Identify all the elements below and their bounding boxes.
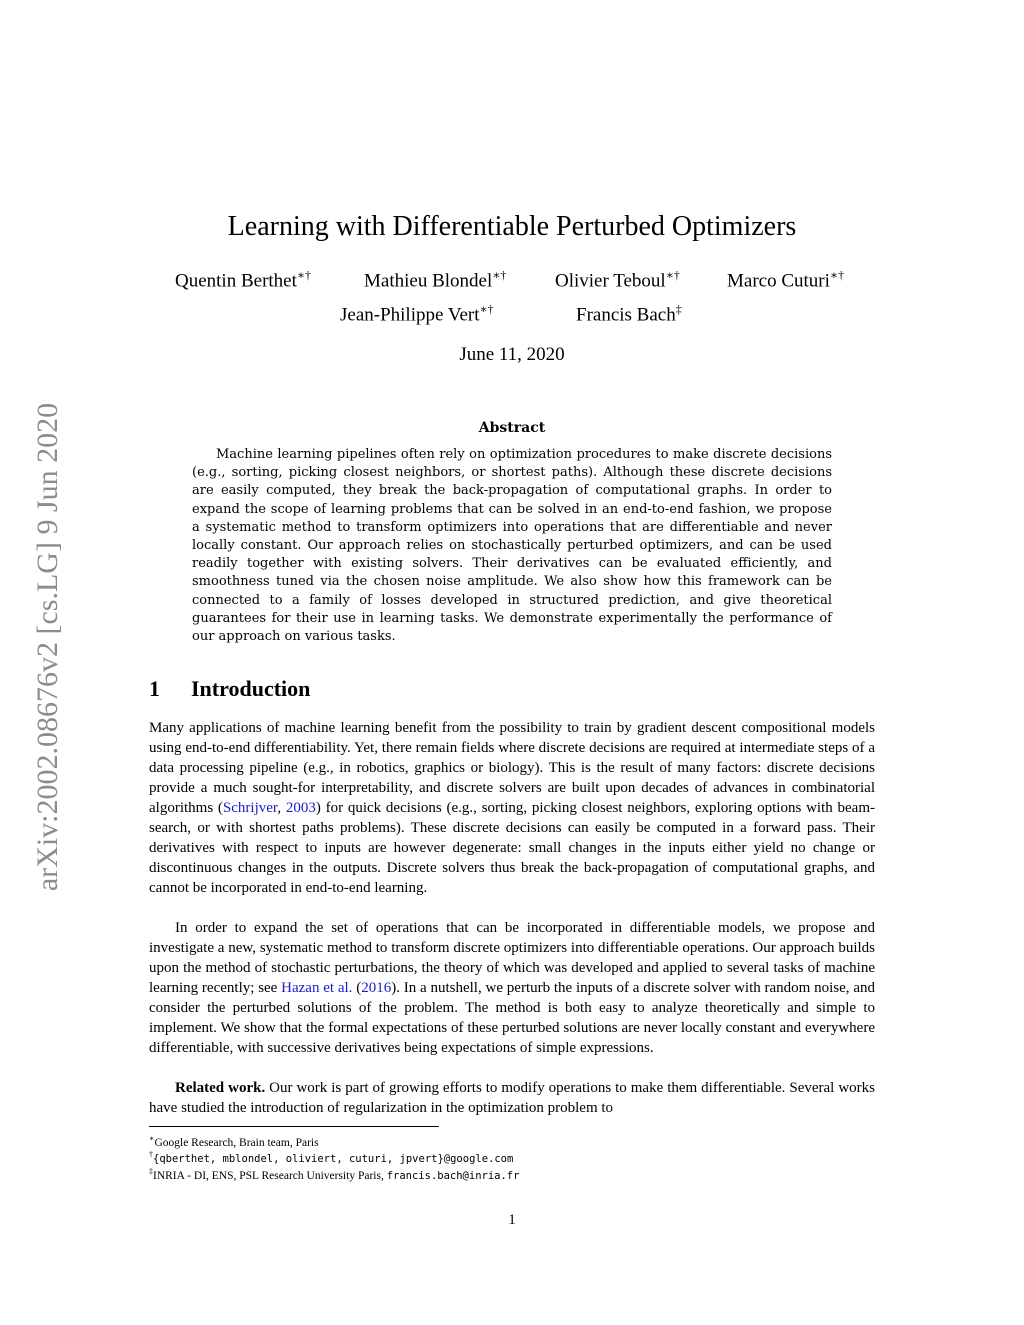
citation-schrijver[interactable]: Schrijver [222, 800, 278, 816]
intro-paragraph-2: In order to expand the set of operations that can be incorporated in differentiable models, we propose and investigate a new, systematic method to transform discrete optimizers into differentiable operations. Our approach builds upon the method of stochastic perturbations, the theory of which was developed and applied to several tasks of machine learning recently; see Hazan et al. (2016). In a nutshell, we perturb the inputs of a discrete solver with random noise, and consider the perturbed solutions of the problem. The method is both easy to analyze theoretically and simple to implement. We show that the formal expectations of these perturbed solutions are never locally constant and everywhere differentiable, with successive derivatives being expectations of simple expressions. [149, 920, 875, 1056]
paper-title: Learning with Differentiable Perturbed Optimizers [227, 211, 797, 242]
related-work-paragraph: Related work. Our work is part of growing efforts to modify operations to make them differentiable. Several works have studied the introduction of regularization in the optimization problem to [149, 1080, 875, 1116]
author-2: Mathieu Blondel∗† [364, 268, 507, 292]
footnote-emails: †{qberthet, mblondel, oliviert, cuturi, jpvert}@google.com [149, 1150, 514, 1165]
footnote-affiliation: ∗Google Research, Brain team, Paris [149, 1134, 319, 1149]
abstract-heading: Abstract [478, 420, 546, 436]
email-link[interactable]: francis.bach@inria.fr [386, 1169, 520, 1182]
author-6: Francis Bach‡ [576, 302, 682, 326]
related-work-label: Related work. [175, 1080, 266, 1096]
citation-schrijver-year[interactable]: 2003 [285, 800, 316, 816]
abstract-text: Machine learning pipelines often rely on optimization procedures to make discrete decisions (e.g., sorting, picking closest neighbors, or shortest paths). Although these discrete decisions are easily computed, they break the back-propagation of computational graphs. In order to expand the scope of learning problems that can be solved in an end-to-end fashion, we propose a systematic method to transform optimizers into operations that are differentiable and never locally constant. Our approach relies on stochastically perturbed optimizers, and can be used readily together with existing solvers. Their derivatives can be evaluated efficiently, and smoothness tuned via the chosen noise amplitude. We also show how this framework can be connected to a family of losses developed in structured prediction, and give theoretical guarantees for their use in learning tasks. We demonstrate experimentally the performance of our approach on various tasks. [192, 447, 832, 645]
section-number: 1 [149, 676, 160, 701]
author-5: Jean-Philippe Vert∗† [340, 302, 494, 326]
section-title: Introduction [191, 676, 311, 701]
author-3: Olivier Teboul∗† [555, 268, 680, 292]
footnote-inria: ‡INRIA - DI, ENS, PSL Research University Paris, francis.bach@inria.fr [149, 1167, 520, 1182]
citation-hazan[interactable]: Hazan et al. [281, 980, 353, 996]
footnote-divider [149, 1126, 439, 1127]
page-number: 1 [508, 1212, 516, 1228]
publication-date: June 11, 2020 [459, 344, 565, 365]
section-heading [149, 676, 310, 702]
citation-hazan-year[interactable]: 2016 [361, 980, 392, 996]
arxiv-identifier-stamp: arXiv:2002.08676v2 [cs.LG] 9 Jun 2020 [31, 402, 64, 892]
author-4: Marco Cuturi∗† [727, 268, 845, 292]
intro-paragraph-1: Many applications of machine learning benefit from the possibility to train by gradient descent compositional models using end-to-end differentiability. Yet, there remain fields where discrete decisions are required at intermediate steps of a data processing pipeline (e.g., in robotics, graphics or biology). This is the result of many factors: discrete decisions provide a much sought-for interpretability, and discrete solvers are built upon decades of advances in combinatorial algorithms (Schrijver, 2003) for quick decisions (e.g., sorting, picking closest neighbors, exploring options with beam-search, or with shortest paths problems). These discrete decisions can easily be computed in a forward pass. Their derivatives with respect to inputs are however degenerate: small changes in the inputs either yield no change or discontinuous changes in the outputs. Discrete solvers thus break the back-propagation of computational graphs, and cannot be incorporated in end-to-end learning. [149, 720, 875, 896]
author-1: Quentin Berthet∗† [175, 268, 312, 292]
